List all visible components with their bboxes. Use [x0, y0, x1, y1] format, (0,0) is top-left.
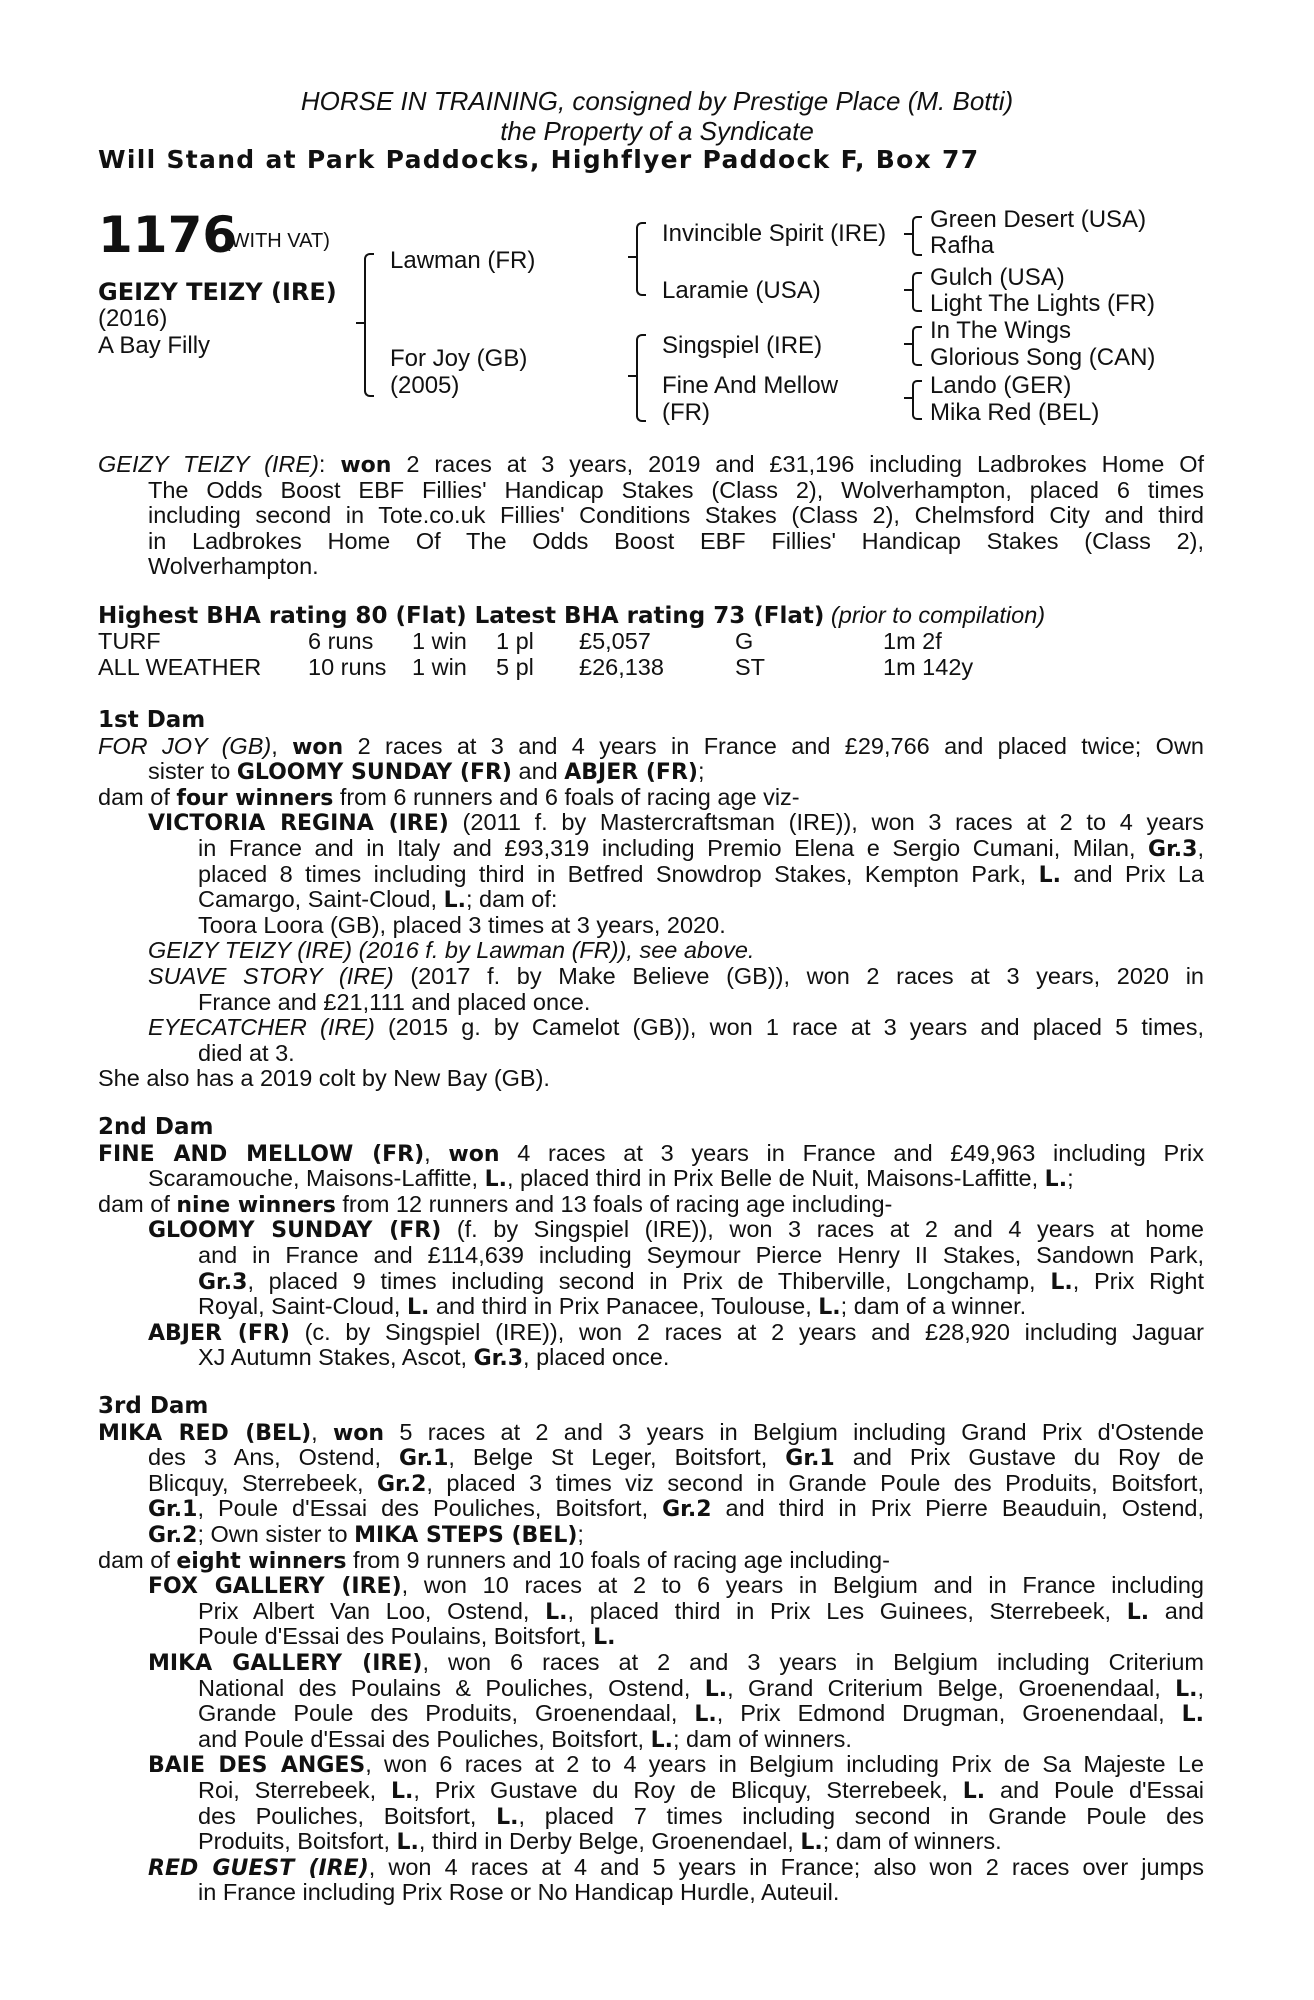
text-run: ; dam of winners.	[672, 1725, 852, 1752]
grade: Gr.1	[148, 1497, 198, 1523]
text-run: dam of	[98, 1190, 177, 1217]
text-run: Produits, Boitsfort,	[198, 1828, 397, 1855]
won-label: won	[292, 734, 344, 760]
text-run: , placed once.	[523, 1344, 670, 1371]
text-run: , won 6 races at 2 and 3 years in Belgium including Criterium	[422, 1649, 1204, 1675]
text-run: (2017 f. by Make Believe (GB)), won 2 races at 3 years, 2020 in	[393, 963, 1204, 989]
text-line: France and £21,111 and placed once.	[198, 988, 591, 1015]
pedigree-dam-year: (2005)	[390, 372, 460, 399]
owner-line: the Property of a Syndicate	[500, 116, 814, 146]
text-run: , placed third in Prix Belle de Nuit, Maisons-Laffitte,	[506, 1165, 1045, 1192]
text-line: and in France and £114,639 including Seymour Pierce Henry II Stakes, Sandown Park,	[198, 1242, 1204, 1268]
text-run: (f. by Singspiel (IRE)), won 3 races at 2 and 4 years at home	[441, 1216, 1204, 1243]
text-run: 4 races at 3 years in France and £49,963 including Prix	[499, 1139, 1205, 1166]
text-run: , Prix Right	[1072, 1267, 1204, 1294]
text-run: ;	[577, 1521, 584, 1547]
text-run: Roi, Sterrebeek,	[198, 1777, 391, 1803]
text-line	[148, 1445, 1204, 1472]
ratings-note: (prior to compilation)	[824, 602, 1046, 628]
text-line: died at 3.	[198, 1039, 295, 1066]
grade: Gr.1	[398, 1446, 449, 1472]
text-run: (2015 g. by Camelot (GB)), won 1 race at 3 years and placed 5 times,	[374, 1014, 1204, 1041]
progeny-name: VICTORIA REGINA (IRE)	[148, 811, 449, 837]
horse-name: GEIZY TEIZY (IRE)	[98, 278, 337, 306]
text-line	[148, 1217, 1204, 1244]
text-line	[148, 1320, 1204, 1347]
progeny-name: MIKA GALLERY (IRE)	[148, 1651, 423, 1676]
text-line	[198, 1294, 1026, 1321]
text-run: :	[318, 451, 341, 477]
grade: L.	[1038, 862, 1061, 888]
text-run: , Prix Edmond Drugman, Groenendaal,	[716, 1700, 1182, 1727]
text-run: , placed 7 times including second in Grande Poule des	[518, 1802, 1204, 1829]
text-run: ; dam of a winner.	[840, 1293, 1027, 1320]
consignor-line: HORSE IN TRAINING, consigned by Prestige Place (M. Botti)	[300, 86, 1014, 116]
winners-count: nine winners	[176, 1192, 336, 1218]
text-line: She also has a 2019 colt by New Bay (GB).	[98, 1065, 550, 1092]
pedigree-brace	[636, 222, 646, 296]
grade: L.	[962, 1779, 986, 1804]
grade: L.	[1175, 1676, 1198, 1702]
text-line: in Ladbrokes Home Of The Odds Boost EBF Fillies' Handicap Stakes (Class 2),	[148, 527, 1204, 554]
pedigree-brace-tip	[904, 397, 913, 399]
grade: L.	[694, 1702, 717, 1728]
text-line	[198, 1676, 1204, 1703]
text-line	[198, 1599, 1204, 1626]
text-run: , won 10 races at 2 to 6 years in Belgium and in France including	[401, 1572, 1204, 1599]
pedigree-gen3: Gulch (USA)	[930, 264, 1065, 291]
relative-name: GLOOMY SUNDAY (FR)	[236, 760, 512, 786]
ratings-row-all-weather	[98, 655, 1204, 681]
text-run: , placed 9 times including second in Prix de Thiberville, Longchamp,	[247, 1267, 1051, 1294]
horse-description: A Bay Filly	[98, 332, 211, 359]
pedigree-sire: Lawman (FR)	[390, 247, 536, 274]
text-run: National des Poulains & Pouliches, Ostend,	[198, 1674, 705, 1701]
grade: Gr.1	[785, 1446, 835, 1472]
grade: L.	[545, 1599, 568, 1625]
grade: Gr.3	[473, 1346, 524, 1372]
grade: L.	[650, 1727, 673, 1753]
pedigree-gen3: Glorious Song (CAN)	[930, 344, 1156, 371]
pedigree-brace	[912, 326, 922, 366]
pedigree-brace-tip	[628, 256, 637, 258]
pedigree-sire-dam: Laramie (USA)	[662, 277, 821, 304]
grade: Gr.2	[662, 1497, 712, 1523]
text-line	[198, 1804, 1204, 1831]
pedigree-brace	[364, 253, 374, 397]
section-title: 1st Dam	[98, 707, 206, 733]
text-run: ;	[1067, 1165, 1074, 1192]
pedigree-brace-tip	[904, 233, 913, 235]
text-run: and Poule d'Essai des Pouliches, Boitsfort,	[198, 1725, 651, 1752]
text-line: FOR JOY (GB), won 2 races at 3 and 4 years in France and £29,766 and placed twice; Own	[98, 732, 1204, 760]
text-run: dam of	[98, 783, 177, 810]
text-line	[148, 1573, 1204, 1600]
grade: L.	[496, 1804, 519, 1830]
text-run: ; dam of winners.	[822, 1828, 1002, 1855]
grade: Gr.2	[376, 1471, 427, 1497]
text-run: and third in Prix Pierre Beauduin, Ostend,	[711, 1495, 1204, 1522]
text-run: des Pouliches, Boitsfort,	[198, 1802, 497, 1829]
prize-money: £5,057	[579, 628, 651, 654]
text-line	[148, 1522, 584, 1549]
text-run: (2011 f. by Mastercraftsman (IRE)), won 3 races at 2 to 4 years	[448, 809, 1204, 836]
pedigree-brace-tip	[904, 343, 913, 345]
horse-year: (2016)	[98, 305, 168, 332]
text-run: and	[1149, 1597, 1205, 1624]
text-line	[198, 1829, 1002, 1856]
text-line	[198, 1778, 1204, 1805]
text-line	[198, 1701, 1204, 1728]
grade: L.	[407, 1295, 430, 1321]
surface: ALL WEATHER	[98, 654, 262, 680]
text-run: and third in Prix Panacee, Toulouse,	[429, 1293, 819, 1320]
distance: 1m 142y	[883, 654, 974, 680]
won-label: won	[448, 1141, 500, 1167]
text-line	[198, 1624, 615, 1651]
text-line	[98, 785, 800, 812]
text-run: ,	[1197, 1674, 1205, 1701]
section-title: 2nd Dam	[98, 1114, 214, 1140]
text-run: ; Own sister to	[197, 1521, 355, 1547]
distance: 1m 2f	[883, 628, 942, 654]
text-line: FINE AND MELLOW (FR), won 4 races at 3 years in France and £49,963 including Prix	[98, 1139, 1205, 1167]
text-run: , Poule d'Essai des Pouliches, Boitsfort,	[197, 1495, 663, 1522]
text-run: Scaramouche, Maisons-Laffitte,	[148, 1165, 485, 1192]
text-run: ; dam of:	[465, 886, 558, 913]
progeny-name: GLOOMY SUNDAY (FR)	[148, 1218, 442, 1244]
text-run: and Prix Gustave du Roy de	[834, 1444, 1204, 1471]
progeny-name: EYECATCHER (IRE)	[148, 1014, 375, 1041]
lot-number: 1176	[98, 206, 238, 264]
text-line: in France including Prix Rose or No Handicap Hurdle, Auteuil.	[198, 1879, 840, 1906]
text-line	[198, 1727, 852, 1754]
progeny-name: BAIE DES ANGES	[148, 1753, 366, 1779]
pedigree-gen3: Light The Lights (FR)	[930, 290, 1155, 317]
text-run: Prix Albert Van Loo, Ostend,	[198, 1597, 546, 1624]
progeny-name: FOX GALLERY (IRE)	[148, 1574, 402, 1600]
pedigree-dam-dam: Fine And Mellow	[662, 372, 839, 399]
pedigree-brace	[912, 272, 922, 312]
text-run: , Prix Gustave du Roy de Blicquy, Sterrebeek,	[413, 1777, 963, 1803]
winners-count: eight winners	[176, 1548, 347, 1574]
ratings-row-turf	[98, 629, 1204, 655]
text-line: MIKA RED (BEL), won 5 races at 2 and 3 years in Belgium including Grand Prix d'Ostende	[98, 1418, 1204, 1446]
prize-money: £26,138	[579, 654, 664, 680]
text-run: , Grand Criterium Belge, Groenendaal,	[727, 1674, 1176, 1701]
grade: L.	[818, 1295, 841, 1321]
text-line	[198, 1345, 669, 1372]
text-run: Blicquy, Sterrebeek,	[148, 1469, 377, 1496]
text-run: ,	[1197, 835, 1204, 861]
text-line	[198, 862, 1204, 889]
grade: L.	[396, 1830, 419, 1856]
text-run: XJ Autumn Stakes, Ascot,	[198, 1344, 474, 1371]
text-run: from 6 runners and 6 foals of racing age viz-	[333, 783, 800, 810]
going: ST	[735, 654, 766, 680]
text-line	[198, 1269, 1204, 1296]
text-line	[98, 1192, 892, 1219]
text-run: ;	[697, 758, 705, 785]
stable-location: Will Stand at Park Paddocks, Highflyer Paddock F, Box 77	[98, 145, 980, 174]
pedigree-dam-sire: Singspiel (IRE)	[662, 332, 823, 359]
text-line	[148, 1471, 1204, 1498]
grade: L.	[704, 1676, 728, 1702]
grade: L.	[1044, 1167, 1068, 1193]
pedigree-brace-tip	[628, 375, 637, 377]
text-run: placed 8 times including third in Betfred Snowdrop Stakes, Kempton Park,	[198, 860, 1039, 887]
vat-note: (WITH VAT)	[224, 230, 330, 252]
text-run: Grande Poule des Produits, Groenendaal,	[198, 1700, 695, 1727]
runs: 6 runs	[308, 628, 374, 654]
text-line: Wolverhampton.	[148, 553, 319, 580]
text-line	[198, 836, 1204, 863]
ratings-bold: Highest BHA rating 80 (Flat) Latest BHA rating 73 (Flat)	[98, 603, 825, 629]
pedigree-gen3: Mika Red (BEL)	[930, 399, 1100, 426]
pedigree-brace-tip	[356, 322, 365, 324]
dam-name: FINE AND MELLOW (FR)	[98, 1141, 425, 1167]
text-line: including second in Tote.co.uk Fillies' Conditions Stakes (Class 2), Chelmsford City and third	[148, 502, 1204, 529]
text-run: 2 races at 3 years, 2019 and £31,196 including Ladbrokes Home Of	[391, 451, 1205, 477]
text-run: , won 6 races at 2 to 4 years in Belgium including Prix de Sa Majeste Le	[365, 1751, 1204, 1778]
text-run: from 12 runners and 13 foals of racing age including-	[335, 1190, 893, 1217]
text-line	[148, 1496, 1204, 1523]
grade: L.	[1181, 1702, 1204, 1728]
dam-name: MIKA RED (BEL)	[98, 1420, 312, 1446]
won-label: won	[340, 453, 392, 478]
pedigree-brace	[636, 334, 646, 422]
grade: Gr.3	[1148, 837, 1198, 862]
grade: L.	[443, 888, 466, 914]
text-run: , placed 3 times viz second in Grande Poule des Produits, Boitsfort,	[426, 1469, 1204, 1496]
text-run: dam of	[98, 1546, 177, 1573]
ratings-headline	[98, 603, 1045, 630]
grade: L.	[593, 1625, 616, 1651]
horse-name-inline: GEIZY TEIZY (IRE)	[98, 451, 319, 477]
text-line: Toora Loora (GB), placed 3 times at 3 years, 2020.	[198, 911, 726, 938]
text-run: Royal, Saint-Cloud,	[198, 1293, 407, 1320]
text-line	[148, 964, 1204, 990]
wins: 1 win	[412, 654, 467, 680]
grade: Gr.3	[198, 1269, 248, 1295]
text-line	[148, 759, 704, 786]
text-run: 2 races at 3 and 4 years in France and £29,766 and placed twice; Own	[343, 732, 1204, 759]
pedigree-gen3: Lando (GER)	[930, 372, 1072, 399]
text-run: Poule d'Essai des Poulains, Boitsfort,	[198, 1623, 594, 1650]
grade: L.	[800, 1830, 823, 1856]
text-run: and Poule d'Essai	[985, 1777, 1204, 1803]
text-line	[148, 1015, 1204, 1041]
text-line: GEIZY TEIZY (IRE) (2016 f. by Lawman (FR)), see above.	[148, 937, 755, 964]
pedigree-brace	[912, 216, 922, 256]
section-title: 3rd Dam	[98, 1393, 209, 1419]
text-line	[148, 1166, 1074, 1193]
text-run: 5 races at 2 and 3 years in Belgium including Grand Prix d'Ostende	[384, 1418, 1204, 1445]
won-label: won	[332, 1420, 385, 1446]
going: G	[735, 628, 754, 654]
text-line	[148, 1650, 1204, 1677]
text-run: , Belge St Leger, Boitsfort,	[448, 1444, 786, 1471]
text-line: The Odds Boost EBF Fillies' Handicap Stakes (Class 2), Wolverhampton, placed 6 times	[148, 476, 1204, 503]
text-line	[148, 1752, 1204, 1779]
pedigree-brace	[912, 380, 922, 420]
surface: TURF	[98, 628, 161, 654]
pedigree-sire-sire: Invincible Spirit (IRE)	[662, 220, 887, 247]
grade: L.	[484, 1167, 507, 1193]
relative-name: ABJER (FR)	[564, 760, 698, 786]
runs: 10 runs	[308, 654, 387, 680]
text-run: sister to	[148, 758, 237, 785]
text-run: in France and in Italy and £93,319 including Premio Elena e Sergio Cumani, Milan,	[198, 835, 1149, 861]
text-run: , won 4 races at 4 and 5 years in France; also won 2 races over jumps	[368, 1853, 1204, 1880]
pedigree-gen3: Green Desert (USA)	[930, 206, 1147, 233]
text-run: and Prix La	[1060, 860, 1205, 887]
text-run: from 9 runners and 10 foals of racing age including-	[346, 1546, 890, 1573]
progeny-name: RED GUEST (IRE)	[148, 1855, 369, 1881]
progeny-name: ABJER (FR)	[148, 1320, 290, 1346]
text-run: , third in Derby Belge, Groenendael,	[418, 1828, 801, 1855]
text-run: and	[511, 758, 565, 785]
text-run: (c. by Singspiel (IRE)), won 2 races at 2 years and £28,920 including Jaguar	[289, 1318, 1204, 1345]
relative-name: MIKA STEPS (BEL)	[354, 1523, 578, 1548]
text-line	[98, 1548, 890, 1575]
grade: L.	[390, 1779, 414, 1804]
placings: 1 pl	[496, 628, 534, 654]
pedigree-dam-dam-suffix: (FR)	[662, 399, 710, 426]
dam-name: FOR JOY (GB)	[98, 732, 272, 759]
text-line	[198, 887, 557, 914]
pedigree-dam: For Joy (GB)	[390, 345, 528, 372]
text-line	[148, 1855, 1204, 1882]
text-run: Camargo, Saint-Cloud,	[198, 886, 444, 913]
text-run: des 3 Ans, Ostend,	[148, 1444, 399, 1471]
wins: 1 win	[412, 628, 467, 654]
winners-count: four winners	[176, 785, 334, 811]
grade: L.	[1126, 1599, 1150, 1625]
pedigree-brace-tip	[904, 289, 913, 291]
grade: L.	[1050, 1269, 1073, 1295]
pedigree-gen3: In The Wings	[930, 317, 1071, 344]
pedigree-gen3: Rafha	[930, 232, 995, 259]
placings: 5 pl	[496, 654, 534, 680]
text-line	[148, 810, 1204, 837]
progeny-name: SUAVE STORY (IRE)	[148, 963, 394, 989]
grade: Gr.2	[148, 1523, 198, 1548]
text-line	[98, 452, 1204, 479]
text-run: , placed third in Prix Les Guinees, Sterrebeek,	[567, 1597, 1127, 1624]
